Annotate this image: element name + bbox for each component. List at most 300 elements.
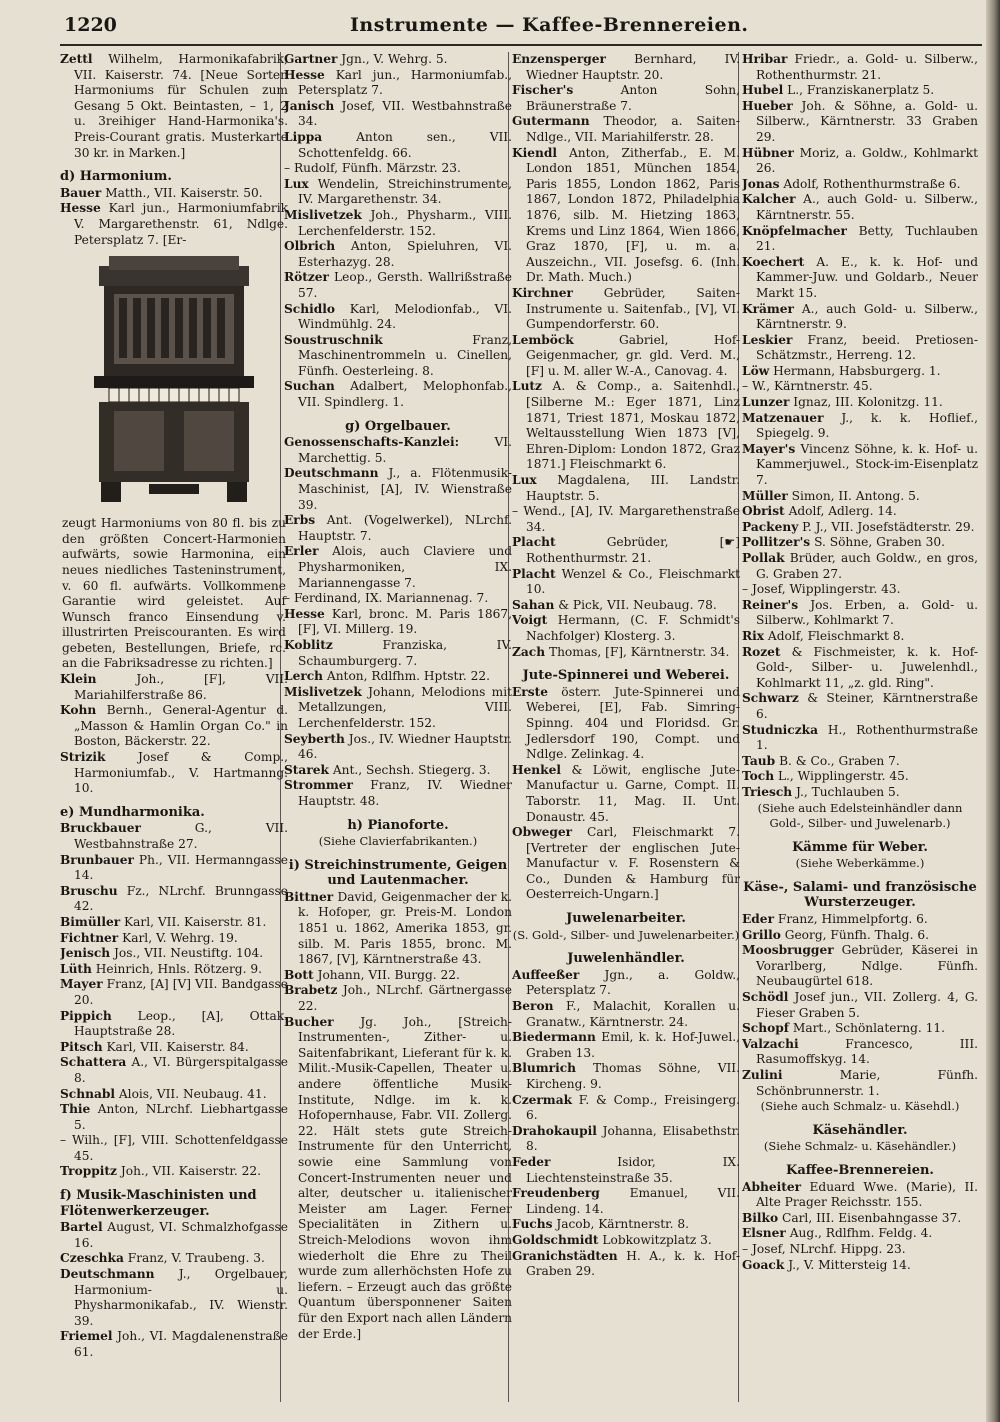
entry-name: Schwarz bbox=[742, 691, 799, 706]
entry-text: Anton, Zitherfab., E. M. London 1851, München 1854, Paris 1855, London 1862, Paris 1867, London 1872, Philadelphia 1876, silb. M. Hietzing 1863, Krems und Linz 1864, Wien 1866, Graz 1870, [F], u. m. a. Auszeichn., VII. Josefsg. 6. (Inh. Dr. Math. Much.) bbox=[526, 145, 740, 285]
directory-entry bbox=[742, 177, 978, 193]
entry-name: Drahokaupil bbox=[512, 1123, 597, 1138]
directory-entry bbox=[742, 1226, 978, 1242]
entry-name: Lutz bbox=[512, 379, 542, 394]
entry-name: Bauer bbox=[60, 185, 102, 200]
entry-text: A. & Comp., a. Saitenhdl., [Silberne M.: Eger 1871, Linz 1871, Triest 1871, Moskau 1872, Weltausstellung Wien 1873 [V], Ehren-Diplom: London 1872, Graz 1871.] Fleischmarkt 6. bbox=[526, 379, 740, 472]
entry-name: Bimüller bbox=[60, 914, 121, 929]
directory-entry bbox=[284, 333, 512, 380]
directory-entry bbox=[284, 270, 512, 301]
entry-name: Gutermann bbox=[512, 114, 590, 129]
directory-entry bbox=[284, 638, 512, 669]
directory-entry bbox=[742, 379, 978, 395]
directory-entry bbox=[742, 582, 978, 598]
directory-entry bbox=[512, 114, 740, 145]
entry-name: Czeschka bbox=[60, 1251, 124, 1266]
entry-name: Beron bbox=[512, 999, 554, 1014]
directory-entry bbox=[742, 192, 978, 223]
entry-text: Leop., Gersth. Wallrißstraße 57. bbox=[298, 270, 512, 300]
entry-name: Kohn bbox=[60, 703, 97, 718]
entry-text: Vincenz Söhne, k. k. Hof- u. Kammerjuwel., Stock-im-Eisenplatz 7. bbox=[756, 441, 978, 488]
entry-name: Obrist bbox=[742, 504, 785, 519]
directory-entry bbox=[742, 489, 978, 505]
column-2 bbox=[284, 52, 512, 1402]
entry-name: Genossenschafts-Kanzlei: bbox=[284, 435, 460, 450]
directory-entry bbox=[742, 912, 978, 928]
entry-text: Leop., [A], Ottak. Hauptstraße 28. bbox=[74, 1008, 288, 1039]
directory-entry bbox=[512, 567, 740, 598]
section-title: Kämme für Weber. bbox=[792, 839, 928, 855]
entry-name: Soustruschnik bbox=[284, 332, 383, 347]
directory-entry bbox=[284, 379, 512, 410]
entry-text: Franz, beeid. Pretiosen-Schätzmstr., Herreng. 12. bbox=[756, 332, 978, 363]
entry-name: Taub bbox=[742, 753, 776, 768]
page-header bbox=[0, 14, 986, 46]
entry-text: Matth., VII. Kaiserstr. 50. bbox=[105, 185, 263, 200]
entry-text: – W., Kärntnerstr. 45. bbox=[742, 379, 873, 394]
entry-name: Löw bbox=[742, 363, 770, 378]
entry-name: Auffeeßer bbox=[512, 967, 580, 982]
entry-name: Jenisch bbox=[60, 946, 111, 961]
directory-entry bbox=[742, 1068, 978, 1099]
entry-name: Feder bbox=[512, 1154, 551, 1169]
directory-entry bbox=[284, 208, 512, 239]
entry-text: – Rudolf, Fünfh. Märzstr. 23. bbox=[284, 161, 461, 176]
entry-name: Voigt bbox=[512, 613, 548, 628]
section-note: (Siehe auch Schmalz- u. Käsehdl.) bbox=[760, 1099, 960, 1114]
directory-entry bbox=[284, 732, 512, 763]
advertisement-text: zeugt Harmoniums von 80 fl. bis zu den größten Concert-Harmonien aufwärts, sowie Harmonina, ein neues niedliches Tasteninstrument, v. 60 fl. aufwärts. Vollkommene Garantie wird geleistet. Auf Wunsch franco Einsendung v. illustrirten Preiscouranten. Es wird gebeten, Bestellungen, Briefe, rc. an die Fabriksadresse zu richten.] bbox=[62, 516, 286, 671]
entry-name: Goldschmidt bbox=[512, 1232, 599, 1247]
directory-entry bbox=[512, 645, 740, 661]
entry-name: Mayer bbox=[60, 977, 103, 992]
entry-name: Schnabl bbox=[60, 1086, 115, 1101]
directory-entry bbox=[512, 1030, 740, 1061]
entry-text: Joh. & Söhne, a. Gold- u. Silberw., Kärntnerstr. 33 Graben 29. bbox=[756, 98, 978, 144]
directory-entry bbox=[742, 551, 978, 582]
entry-name: Zulini bbox=[742, 1068, 783, 1082]
directory-entry bbox=[60, 821, 288, 852]
entry-name: Müller bbox=[742, 488, 788, 503]
entry-text: Marie, Fünfh. Schönbrunnerstr. 1. bbox=[756, 1068, 978, 1098]
entry-text: – Josef, NLrchf. Hippg. 23. bbox=[742, 1241, 906, 1256]
entry-name: Blumrich bbox=[512, 1061, 577, 1076]
entry-text: Adolf, Adlerg. 14. bbox=[788, 504, 897, 519]
entry-text: Bernh., General-Agentur d. „Masson & Hamlin Organ Co." in Boston, Bäckerstr. 22. bbox=[74, 703, 288, 749]
entry-text: J., a. Flötenmusik-Maschinist, [A], IV. Wienstraße 39. bbox=[298, 466, 512, 512]
column-3 bbox=[512, 52, 740, 1402]
directory-entry bbox=[742, 785, 978, 801]
entry-name: Enzensperger bbox=[512, 52, 606, 66]
directory-entry bbox=[742, 99, 978, 146]
directory-entry bbox=[742, 333, 978, 364]
entry-text: Jacob, Kärntnerstr. 8. bbox=[556, 1217, 690, 1232]
column-4 bbox=[742, 52, 978, 1402]
entry-text: Joh., Physharm., VIII. Lerchenfelderstr. 152. bbox=[298, 207, 512, 238]
entry-text: A., VI. Bürgerspitalgasse 8. bbox=[74, 1055, 288, 1085]
entry-text: P. J., VII. Josefstädterstr. 29. bbox=[802, 519, 975, 534]
entry-text: Jgn., a. Goldw., Petersplatz 7. bbox=[526, 967, 740, 998]
entry-text: Joh., VII. Kaiserstr. 22. bbox=[120, 1164, 262, 1179]
entry-name: Placht bbox=[512, 535, 556, 550]
entry-name: Fuchs bbox=[512, 1217, 553, 1232]
entry-text: Alois, auch Claviere und Physharmoniken, IX. Mariannengasse 7. bbox=[298, 544, 512, 590]
entry-text: Franz, [A] [V] VII. Bandgasse 20. bbox=[74, 977, 288, 1007]
entry-name: Lüth bbox=[60, 961, 92, 976]
entry-list bbox=[512, 52, 740, 660]
entry-name: Brunbauer bbox=[60, 852, 134, 867]
directory-entry bbox=[60, 1087, 288, 1103]
directory-entry bbox=[284, 52, 512, 68]
directory-entry bbox=[512, 146, 740, 286]
entry-name: Hesse bbox=[284, 67, 325, 82]
entry-text: Karl, VII. Kaiserstr. 84. bbox=[106, 1039, 249, 1054]
entry-name: Jonas bbox=[742, 176, 780, 191]
directory-entry bbox=[512, 763, 740, 825]
entry-name: Pollitzer's bbox=[742, 535, 811, 550]
section-title: Kaffee-Brennereien. bbox=[786, 1162, 934, 1178]
entry-name: Placht bbox=[512, 566, 556, 581]
entry-text: Brüder, auch Goldw., en gros, G. Graben 27. bbox=[756, 551, 978, 581]
entry-text: A., auch Gold- u. Silberw., Kärntnerstr. 55. bbox=[756, 192, 978, 222]
directory-entry bbox=[284, 1015, 512, 1342]
directory-entry bbox=[60, 1251, 288, 1267]
entry-name: Bruschu bbox=[60, 883, 118, 898]
entry-text: L., Wipplingerstr. 45. bbox=[777, 769, 909, 784]
directory-entry bbox=[60, 931, 288, 947]
directory-entry bbox=[60, 1329, 288, 1360]
entry-name: Goack bbox=[742, 1257, 785, 1272]
section-note: (Siehe auch Edelsteinhändler dann Gold-, Silber- und Juwelenarb.) bbox=[757, 800, 963, 831]
entry-text: Johann, Melodions mit Metallzungen, VIII. Lerchenfelderstr. 152. bbox=[298, 684, 512, 730]
entry-name: Abheiter bbox=[742, 1179, 802, 1194]
directory-entry bbox=[60, 853, 288, 884]
page-edge bbox=[986, 0, 1000, 1422]
entry-name: Starek bbox=[284, 762, 329, 777]
entry-text: Carl, III. Eisenbahngasse 37. bbox=[782, 1210, 962, 1225]
directory-entry bbox=[742, 302, 978, 333]
section-note: (Siehe Clavierfabrikanten.) bbox=[318, 834, 478, 849]
entry-name: Henkel bbox=[512, 762, 561, 777]
entry-text: Karl jun., Harmoniumfab., Petersplatz 7. bbox=[298, 67, 512, 98]
entry-list bbox=[512, 968, 740, 1280]
directory-entry bbox=[60, 946, 288, 962]
directory-entry bbox=[512, 685, 740, 763]
entry-name: Erler bbox=[284, 544, 319, 559]
directory-entry bbox=[512, 333, 740, 380]
entry-name: Mislivetzek bbox=[284, 684, 362, 699]
entry-name: Strizik bbox=[60, 750, 106, 765]
entry-name: Schopf bbox=[742, 1021, 789, 1036]
directory-entry bbox=[742, 723, 978, 754]
entry-name: Granichstädten bbox=[512, 1248, 618, 1263]
entry-name: Rötzer bbox=[284, 270, 329, 285]
entry-name: Schödl bbox=[742, 990, 789, 1005]
entry-name: Pollak bbox=[742, 551, 785, 565]
entry-text: Josef, VII. Westbahnstraße 34. bbox=[298, 98, 512, 129]
entry-text: Hermann, Habsburgerg. 1. bbox=[773, 363, 941, 378]
entry-text: Jos., IV. Wiedner Hauptstr. 46. bbox=[298, 731, 512, 762]
entry-text: Johanna, Elisabethstr. 8. bbox=[526, 1123, 740, 1154]
entry-name: Knöpfelmacher bbox=[742, 223, 847, 238]
entry-name: Lunzer bbox=[742, 395, 790, 410]
entry-name: Lemböck bbox=[512, 332, 574, 347]
entry-name: Janisch bbox=[284, 98, 335, 113]
directory-entry bbox=[742, 990, 978, 1021]
entry-text: Franz, IV. Wiedner Hauptstr. 48. bbox=[298, 778, 512, 808]
entry-name: Lippa bbox=[284, 129, 323, 144]
directory-entry bbox=[60, 1055, 288, 1086]
section-title: g) Orgelbauer. bbox=[345, 418, 451, 434]
directory-entry bbox=[742, 224, 978, 255]
directory-entry bbox=[512, 473, 740, 504]
directory-entry bbox=[512, 825, 740, 903]
entry-text: J., Tuchlauben 5. bbox=[796, 784, 900, 799]
directory-entry bbox=[512, 1249, 740, 1280]
directory-entry bbox=[512, 1124, 740, 1155]
directory-entry bbox=[284, 130, 512, 161]
entry-text: Fz., NLrchf. Brunngasse 42. bbox=[74, 883, 288, 914]
entry-text: Jos., VII. Neustiftg. 104. bbox=[114, 946, 264, 961]
directory-entry bbox=[60, 915, 288, 931]
section-title: Juwelenarbeiter. bbox=[566, 911, 686, 927]
entry-name: Lux bbox=[512, 473, 537, 488]
directory-entry bbox=[742, 535, 978, 551]
entry-name: Lerch bbox=[284, 669, 324, 684]
entry-text: Karl, V. Wehrg. 19. bbox=[122, 930, 238, 945]
directory-entry bbox=[284, 983, 512, 1014]
directory-entry bbox=[742, 928, 978, 944]
directory-entry bbox=[60, 1164, 288, 1180]
entry-text: Betty, Tuchlauben 21. bbox=[756, 223, 978, 254]
directory-entry bbox=[60, 977, 288, 1008]
entry-text: Jgn., V. Wehrg. 5. bbox=[341, 52, 448, 66]
entry-name: Hribar bbox=[742, 52, 788, 66]
directory-entry bbox=[512, 1093, 740, 1124]
entry-text: Ph., VII. Hermanngasse 14. bbox=[74, 852, 288, 883]
entry-text: Anton Sohn, Bräunerstraße 7. bbox=[526, 83, 740, 113]
directory-entry bbox=[512, 379, 740, 473]
entry-name: Klein bbox=[60, 672, 97, 687]
entry-text: Isidor, IX. Liechtensteinstraße 35. bbox=[526, 1154, 740, 1185]
directory-entry bbox=[742, 52, 978, 83]
page-number: 1220 bbox=[64, 14, 117, 36]
entry-text: A. E., k. k. Hof- und Kammer-Juw. und Goldarb., Neuer Markt 15. bbox=[756, 254, 978, 300]
entry-text: Eduard Wwe. (Marie), II. Alte Prager Reichsstr. 155. bbox=[756, 1179, 978, 1210]
entry-name: Bilko bbox=[742, 1210, 779, 1225]
entry-text: F. & Comp., Freisingerg. 6. bbox=[526, 1092, 740, 1123]
entry-text: Francesco, III. Rasumoffskyg. 14. bbox=[756, 1036, 978, 1067]
entry-name: Biedermann bbox=[512, 1030, 596, 1045]
entry-text: Josef jun., VII. Zollerg. 4, G. Fieser Graben 5. bbox=[756, 990, 978, 1020]
entry-name: Olbrich bbox=[284, 239, 336, 254]
entry-list bbox=[60, 186, 288, 248]
section-title: e) Mundharmonika. bbox=[60, 804, 205, 820]
directory-entry bbox=[60, 962, 288, 978]
directory-entry bbox=[512, 999, 740, 1030]
entry-text: Georg, Fünfh. Thalg. 6. bbox=[784, 927, 929, 942]
entry-text: H., Rothenthurmstraße 1. bbox=[756, 722, 978, 753]
entry-text: – Wilh., [F], VIII. Schottenfeldgasse 45. bbox=[60, 1133, 288, 1163]
entry-text: August, VI. Schmalzhofgasse 16. bbox=[74, 1220, 288, 1250]
directory-entry bbox=[742, 411, 978, 442]
directory-entry bbox=[60, 750, 288, 797]
entry-name: Troppitz bbox=[60, 1164, 117, 1179]
directory-entry bbox=[284, 685, 512, 732]
section-title: h) Pianoforte. bbox=[347, 817, 449, 833]
entry-text: Karl, bronc. M. Paris 1867, [F], VI. Millerg. 19. bbox=[298, 606, 512, 637]
directory-entry bbox=[284, 513, 512, 544]
directory-entry bbox=[284, 239, 512, 270]
entry-text: & Fischmeister, k. k. Hof-Gold-, Silber- u. Juwelenhdl., Kohlmarkt 11, „z. gld. Ring". bbox=[756, 644, 978, 690]
entry-text: Anton, Rdlfhm. Hptstr. 22. bbox=[326, 669, 491, 684]
entry-text: Ant., Sechsh. Stiegerg. 3. bbox=[332, 762, 491, 777]
entry-name: Fichtner bbox=[60, 930, 119, 945]
entry-name: Schidlo bbox=[284, 301, 335, 316]
directory-entry bbox=[742, 629, 978, 645]
entry-text: Alois, VII. Neubaug. 41. bbox=[118, 1086, 267, 1101]
entry-text: Bernhard, IV. Wiedner Hauptstr. 20. bbox=[526, 52, 740, 82]
entry-name: Packeny bbox=[742, 519, 799, 534]
entry-text: H. A., k. k. Hof-Graben 29. bbox=[526, 1248, 740, 1279]
entry-text: Karl, VII. Kaiserstr. 81. bbox=[124, 914, 267, 929]
entry-text: Adolf, Rothenthurmstraße 6. bbox=[783, 176, 961, 191]
entry-text: Franz, V. Traubeng. 3. bbox=[127, 1251, 265, 1266]
entry-text: Gebrüder, Käserei in Vorarlberg, Ndlge. Fünfh. Neubaugürtel 618. bbox=[756, 943, 978, 989]
entry-text: J., V. Mittersteig 14. bbox=[788, 1257, 911, 1272]
entry-text: S. Söhne, Graben 30. bbox=[814, 535, 946, 550]
entry-text: Gebrüder, Saiten-Instrumente u. Saitenfab., [V], VI. Gumpendorferstr. 60. bbox=[526, 285, 740, 332]
entry-name: Elsner bbox=[742, 1226, 786, 1241]
directory-entry bbox=[512, 1155, 740, 1186]
entry-text: Mart., Schönlaterng. 11. bbox=[792, 1021, 946, 1036]
directory-entry bbox=[742, 1037, 978, 1068]
entry-text: Anton sen., VII. Schottenfeldg. 66. bbox=[298, 129, 512, 160]
entry-list bbox=[284, 890, 512, 1342]
entry-name: Suchan bbox=[284, 379, 335, 394]
directory-entry bbox=[60, 186, 288, 202]
directory-entry bbox=[742, 598, 978, 629]
directory-entry bbox=[742, 146, 978, 177]
directory-entry bbox=[284, 763, 512, 779]
harmonium-illustration bbox=[89, 256, 259, 506]
directory-entry bbox=[512, 968, 740, 999]
directory-entry bbox=[742, 1021, 978, 1037]
directory-entry bbox=[60, 52, 288, 161]
entry-name: Matzenauer bbox=[742, 410, 824, 425]
section-note: (Siehe Schmalz- u. Käsehändler.) bbox=[763, 1139, 957, 1154]
entry-name: Rozet bbox=[742, 644, 781, 659]
entry-name: Erbs bbox=[284, 513, 316, 528]
entry-name: Koblitz bbox=[284, 637, 333, 652]
entry-text: Franziska, IV. Schaumburgerg. 7. bbox=[298, 637, 512, 668]
entry-text: – Ferdinand, IX. Mariannenag. 7. bbox=[284, 591, 489, 606]
entry-text: Wilhelm, Harmonikafabrik, VII. Kaiserstr. 74. [Neue Sorten Harmoniums für Schulen zum Gesang 5 Okt. Beintasten, – 1, 2 u. 3reihiger Hand-Harmonika's. Preis-Courant gratis. Musterkarte 30 kr. in Marken.] bbox=[74, 52, 288, 160]
directory-entry bbox=[60, 1102, 288, 1133]
entry-text: Emil, k. k. Hof-Juwel., Graben 13. bbox=[526, 1030, 740, 1060]
column-1 bbox=[60, 52, 288, 1402]
directory-entry bbox=[742, 943, 978, 990]
directory-entry bbox=[512, 1186, 740, 1217]
entry-text: B. & Co., Graben 7. bbox=[779, 753, 900, 768]
entry-name: Studniczka bbox=[742, 722, 818, 737]
entry-text: Karl jun., Harmoniumfabrik V. Margarethenstr. 61, Ndlge. Petersplatz 7. [Er- bbox=[74, 201, 288, 247]
entry-name: Valzachi bbox=[742, 1036, 799, 1051]
directory-entry bbox=[512, 598, 740, 614]
entry-name: Bruckbauer bbox=[60, 821, 141, 836]
entry-text: & Pick, VII. Neubaug. 78. bbox=[558, 597, 717, 612]
entry-name: Mislivetzek bbox=[284, 207, 362, 222]
entry-list bbox=[60, 1220, 288, 1360]
directory-entry bbox=[512, 613, 740, 644]
entry-list bbox=[284, 435, 512, 809]
entry-name: Eder bbox=[742, 912, 774, 927]
entry-list bbox=[60, 52, 288, 161]
entry-name: Fischer's bbox=[512, 83, 574, 98]
directory-entry bbox=[742, 769, 978, 785]
entry-text: & Steiner, Kärntnerstraße 6. bbox=[756, 691, 978, 721]
directory-entry bbox=[284, 302, 512, 333]
entry-text: Thomas Söhne, VII. Kircheng. 9. bbox=[526, 1061, 740, 1091]
entry-text: Magdalena, III. Landstr. Hauptstr. 5. bbox=[526, 473, 740, 503]
directory-entry bbox=[60, 1009, 288, 1040]
entry-text: Anton, Spieluhren, VI. Esterhazyg. 28. bbox=[298, 239, 512, 269]
directory-entry bbox=[512, 52, 740, 83]
directory-entry bbox=[512, 504, 740, 535]
entry-name: Lux bbox=[284, 176, 309, 191]
section-title: Juwelenhändler. bbox=[567, 951, 685, 967]
entry-name: Deutschmann bbox=[284, 466, 379, 481]
directory-entry bbox=[284, 778, 512, 809]
directory-entry bbox=[60, 703, 288, 750]
section-note: (S. Gold-, Silber- und Juwelenarbeiter.) bbox=[512, 927, 740, 942]
entry-text: Karl, Melodionfab., VI. Windmühlg. 24. bbox=[298, 301, 512, 332]
entry-text: Wenzel & Co., Fleischmarkt 10. bbox=[526, 566, 740, 597]
entry-name: Gartner bbox=[284, 52, 338, 66]
entry-list bbox=[742, 52, 978, 801]
entry-text: J., k. k. Hoflief., Spiegelg. 9. bbox=[756, 410, 978, 441]
section-note: (Siehe Weberkämme.) bbox=[795, 856, 925, 871]
entry-name: Hubel bbox=[742, 83, 784, 98]
entry-text: Theodor, a. Saiten-Ndlge., VII. Mariahilferstr. 28. bbox=[526, 114, 740, 144]
directory-entry bbox=[284, 466, 512, 513]
entry-text: Simon, II. Antong. 5. bbox=[791, 488, 920, 503]
directory-entry bbox=[284, 435, 512, 466]
entry-text: Jos. Erben, a. Gold- u. Silberw., Kohlmarkt 7. bbox=[756, 597, 978, 628]
entry-name: Pippich bbox=[60, 1008, 112, 1023]
entry-text: Franz, Maschinentrommeln u. Cinellen, Fünfh. Oesterleing. 8. bbox=[298, 332, 512, 378]
directory-entry bbox=[742, 83, 978, 99]
entry-name: Friemel bbox=[60, 1329, 113, 1344]
directory-entry bbox=[284, 544, 512, 591]
entry-name: Sahan bbox=[512, 597, 555, 612]
entry-text: Thomas, [F], Kärntnerstr. 34. bbox=[548, 644, 730, 659]
entry-text: Joh., [F], VII. Mariahilferstraße 86. bbox=[74, 672, 288, 702]
entry-name: Triesch bbox=[742, 784, 793, 799]
directory-entry bbox=[60, 1040, 288, 1056]
directory-entry bbox=[60, 1133, 288, 1164]
directory-entry bbox=[742, 442, 978, 489]
entry-name: Mayer's bbox=[742, 441, 796, 456]
section-title: Käse-, Salami- und französische Wursterzeuger. bbox=[743, 879, 977, 911]
entry-text: L., Franziskanerplatz 5. bbox=[787, 83, 935, 98]
entry-name: Brabetz bbox=[284, 983, 338, 998]
entry-list bbox=[60, 672, 288, 797]
directory-entry bbox=[60, 884, 288, 915]
entry-name: Reiner's bbox=[742, 597, 799, 612]
directory-entry bbox=[60, 1220, 288, 1251]
directory-entry bbox=[742, 395, 978, 411]
